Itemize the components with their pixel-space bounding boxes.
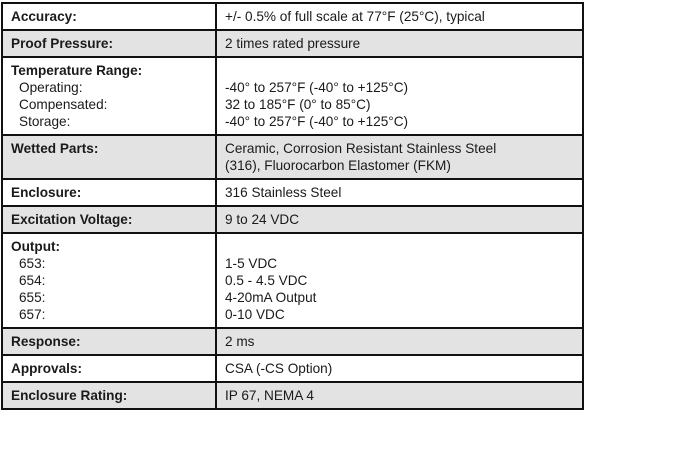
spec-value-compensated: 32 to 185°F (0° to 85°C): [225, 97, 371, 112]
spec-value-655: 4-20mA Output: [225, 290, 317, 305]
spec-label-approvals: Approvals:: [2, 355, 216, 382]
spec-sublabel-657: 657:: [19, 307, 46, 322]
spec-sublabel-compensated: Compensated:: [19, 97, 108, 112]
spec-value-spacer: [225, 62, 574, 79]
spec-value-operating: -40° to 257°F (-40° to +125°C): [225, 80, 409, 95]
spec-value-cell-wetted-parts: [216, 135, 583, 179]
spec-row-response: [2, 328, 583, 355]
spec-value-wetted-parts-line-1: Ceramic, Corrosion Resistant Stainless Steel: [225, 141, 497, 156]
spec-sublabel-654: 654:: [19, 273, 46, 288]
spec-sublabel-storage: Storage:: [19, 114, 71, 129]
spec-value-cell-temperature-range: [216, 57, 583, 135]
spec-value-spacer: [225, 238, 574, 255]
spec-label-temperature-range: Temperature Range:: [11, 63, 143, 78]
spec-value-proof-pressure: 2 times rated pressure: [216, 30, 583, 57]
spec-row-temperature-range: [2, 57, 583, 135]
spec-row-excitation-voltage: [2, 206, 583, 233]
spec-value-cell-output: [216, 233, 583, 328]
spec-label-excitation-voltage: Excitation Voltage:: [2, 206, 216, 233]
spec-label-enclosure: Enclosure:: [2, 179, 216, 206]
spec-value-enclosure-rating: IP 67, NEMA 4: [216, 382, 583, 409]
spec-row-proof-pressure: [2, 30, 583, 57]
spec-label-wetted-parts: Wetted Parts:: [2, 135, 216, 179]
spec-sublabel-655: 655:: [19, 290, 46, 305]
spec-value-657: 0-10 VDC: [225, 307, 285, 322]
spec-row-enclosure-rating: [2, 382, 583, 409]
spec-label-cell-temperature-range: [2, 57, 216, 135]
spec-sublabel-operating: Operating:: [19, 80, 83, 95]
spec-value-653: 1-5 VDC: [225, 256, 278, 271]
spec-value-wetted-parts-line-2: (316), Fluorocarbon Elastomer (FKM): [225, 158, 451, 173]
spec-sublabel-653: 653:: [19, 256, 46, 271]
spec-label-output: Output:: [11, 239, 61, 254]
spec-label-proof-pressure: Proof Pressure:: [2, 30, 216, 57]
spec-value-654: 0.5 - 4.5 VDC: [225, 273, 308, 288]
spec-value-enclosure: 316 Stainless Steel: [216, 179, 583, 206]
spec-row-accuracy: [2, 3, 583, 30]
spec-value-approvals: CSA (-CS Option): [216, 355, 583, 382]
spec-value-response: 2 ms: [216, 328, 583, 355]
specifications-table: [1, 2, 584, 410]
spec-value-storage: -40° to 257°F (-40° to +125°C): [225, 114, 409, 129]
spec-row-output: [2, 233, 583, 328]
spec-row-enclosure: [2, 179, 583, 206]
spec-value-accuracy: +/- 0.5% of full scale at 77°F (25°C), typical: [216, 3, 583, 30]
spec-label-enclosure-rating: Enclosure Rating:: [2, 382, 216, 409]
spec-row-wetted-parts: [2, 135, 583, 179]
spec-row-approvals: [2, 355, 583, 382]
spec-value-excitation-voltage: 9 to 24 VDC: [216, 206, 583, 233]
spec-label-accuracy: Accuracy:: [2, 3, 216, 30]
spec-label-cell-output: [2, 233, 216, 328]
spec-label-response: Response:: [2, 328, 216, 355]
